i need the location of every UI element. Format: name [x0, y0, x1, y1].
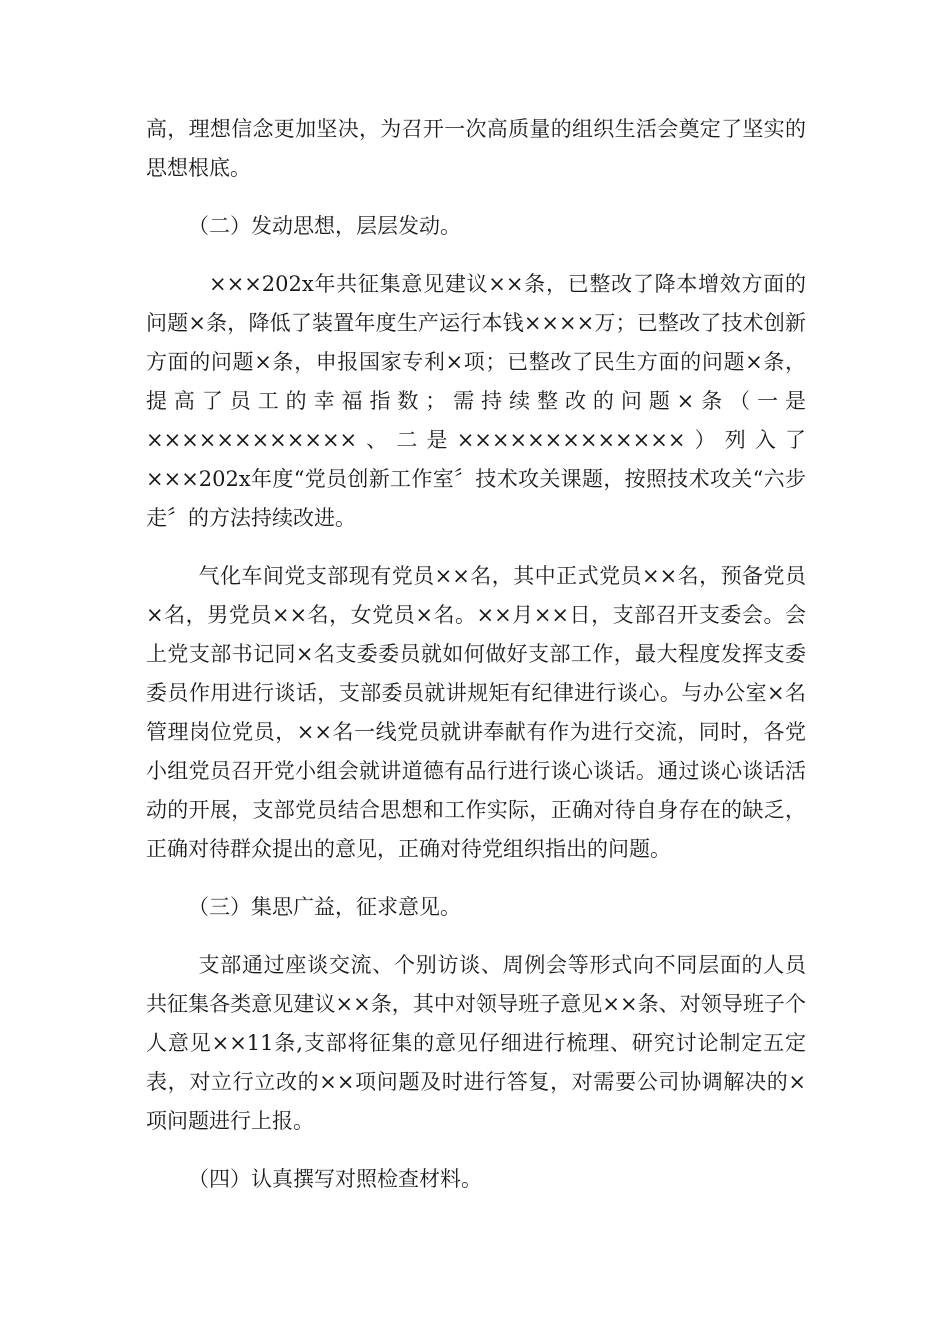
paragraph-suggestions-rectified: ×××202x年共征集意见建议××条，已整改了降本增效方面的问题×条，降低了装置年度生产运行本钱××××万；已整改了技术创新方面的问题×条，申报国家专利×项；已整改了民生方面的问题×条，提高了员工的幸福指数；需持续整改的问题×条（一是××××××××××××、二是×××××××××××××）列入了×××202x年度“党员创新工作室〞技术攻关课题，按照技术攻关“六步走〞的方法持续改进。: [146, 272, 806, 530]
section-heading-4: （四）认真撰写对照检查材料。: [188, 1167, 482, 1191]
document-body: [146, 110, 806, 1199]
paragraph-party-branch-talks: 气化车间党支部现有党员××名，其中正式党员××名，预备党员×名，男党员××名，女党员×名。××月××日，支部召开支委会。会上党支部书记同×名支委委员就如何做好支部工作，最大程度发挥支委委员作用进行谈话，支部委员就讲规矩有纪律进行谈心。与办公室×名管理岗位党员，××名一线党员就讲奉献有作为进行交流，同时，各党小组党员召开党小组会就讲道德有品行进行谈心谈话。通过谈心谈话活动的开展，支部党员结合思想和工作实际，正确对待自身存在的缺乏，正确对待群众提出的意见，正确对待党组织指出的问题。: [146, 564, 806, 861]
section-heading-2: （二）发动思想，层层发动。: [188, 214, 461, 238]
paragraph-collect-opinions: 支部通过座谈交流、个别访谈、周例会等形式向不同层面的人员共征集各类意见建议××条，其中对领导班子意见××条、对领导班子个人意见××11条,支部将征集的意见仔细进行梳理、研究讨论制定五定表，对立行立改的××项问题及时进行答复，对需要公司协调解决的×项问题进行上报。: [146, 953, 806, 1133]
section-heading-3: （三）集思广益，征求意见。: [188, 895, 461, 919]
paragraph-continuation: 高，理想信念更加坚决，为召开一次高质量的组织生活会奠定了坚实的思想根底。: [146, 117, 806, 180]
